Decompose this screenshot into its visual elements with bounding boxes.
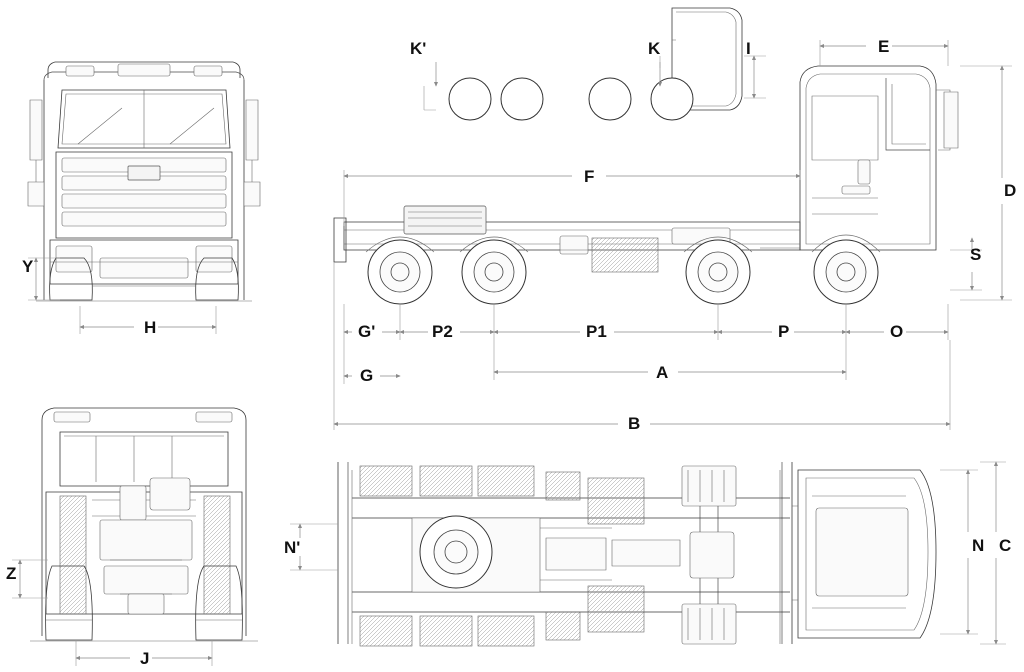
dimension-label-G: G xyxy=(360,366,374,385)
dimension-label-P1: P1 xyxy=(586,322,607,341)
dimension-label-G-prime: G' xyxy=(358,322,376,341)
side-wheel-2 xyxy=(462,240,526,304)
dimension-label-Z: Z xyxy=(6,564,17,583)
dimension-label-D: D xyxy=(1004,181,1017,200)
rear-view-geometry xyxy=(30,408,258,641)
dimension-label-P2: P2 xyxy=(432,322,453,341)
side-view-geometry xyxy=(334,66,958,304)
dimension-label-A: A xyxy=(656,363,669,382)
dimension-label-E: E xyxy=(878,37,890,56)
side-wheel-1 xyxy=(368,240,432,304)
dimension-label-H: H xyxy=(144,318,157,337)
dimension-label-J: J xyxy=(140,649,150,668)
dimension-label-B: B xyxy=(628,414,641,433)
dimension-label-O: O xyxy=(890,322,904,341)
top-cab-outline-geometry xyxy=(424,8,742,120)
dimension-label-K-prime: K' xyxy=(410,39,427,58)
dimension-label-N-prime: N' xyxy=(284,538,301,557)
dimension-label-F: F xyxy=(584,167,595,186)
dimension-label-C: C xyxy=(999,536,1012,555)
front-view-geometry xyxy=(28,62,260,301)
dimension-label-K: K xyxy=(648,39,661,58)
dimension-label-P: P xyxy=(778,322,790,341)
dimension-label-Y: Y xyxy=(22,257,34,276)
dimension-label-I: I xyxy=(746,39,751,58)
side-wheel-4 xyxy=(814,240,878,304)
dimension-label-S: S xyxy=(970,245,982,264)
dimension-label-N: N xyxy=(972,536,985,555)
side-wheel-3 xyxy=(686,240,750,304)
plan-view-geometry xyxy=(338,462,936,646)
